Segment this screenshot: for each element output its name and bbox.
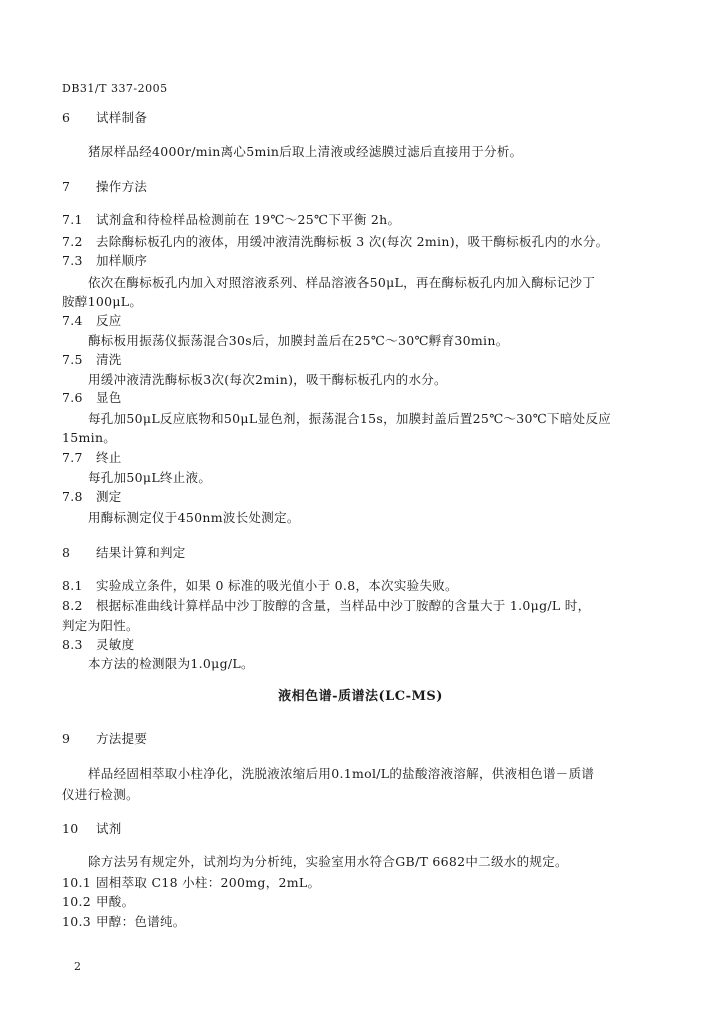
clause-number: 7.7 [62,450,83,465]
section-number: 7 [62,179,71,194]
method-title: 液相色谱-质谱法(LC-MS) [278,689,443,704]
clause-title: 清洗 [96,352,122,367]
clause-title: 测定 [96,489,122,504]
clause-title: 反应 [96,313,122,328]
clause-7-2 [62,234,608,250]
section-10-heading [62,821,122,837]
clause-8-2-line2: 判定为阳性。 [62,618,139,633]
section-9-line1: 样品经固相萃取小柱净化，洗脱液浓缩后用0.1mol/L的盐酸溶液溶解，供液相色谱－质谱 [88,766,595,781]
clause-number: 10.3 [62,914,92,929]
section-title: 方法提要 [96,731,148,746]
clause-number: 7.3 [62,253,83,268]
standard-code: DB31/T 337-2005 [62,82,168,95]
clause-text: 固相萃取 C18 小柱：200mg，2mL。 [96,875,321,890]
clause-number: 7.4 [62,313,83,328]
clause-number: 8.2 [62,598,83,613]
clause-7-3-line2: 胺醇100μL。 [62,294,143,309]
clause-title: 加样顺序 [96,253,148,268]
clause-title: 终止 [96,450,122,465]
clause-7-5-text: 用缓冲液清洗酶标板3次(每次2min)，吸干酶标板孔内的水分。 [88,372,447,387]
clause-8-1 [62,578,458,594]
clause-8-2 [62,598,590,614]
clause-10-3 [62,914,186,930]
clause-number: 7.2 [62,234,83,249]
clause-8-3-text: 本方法的检测限为1.0μg/L。 [88,656,254,671]
section-title: 操作方法 [96,179,148,194]
section-number: 8 [62,545,71,560]
clause-text: 甲醇：色谱纯。 [96,914,186,929]
clause-7-5 [62,352,122,368]
section-9-heading [62,731,147,747]
clause-title: 显色 [96,390,122,405]
section-title: 试剂 [96,821,122,836]
clause-7-7 [62,450,122,466]
clause-8-3 [62,637,134,653]
clause-number: 7.8 [62,489,83,504]
clause-7-4-text: 酶标板用振荡仪振荡混合30s后，加膜封盖后在25℃～30℃孵育30min。 [88,333,509,348]
paragraph: 猪尿样品经4000r/min离心5min后取上清液或经滤膜过滤后直接用于分析。 [88,144,523,159]
section-title: 试样制备 [96,110,148,125]
clause-10-2 [62,894,134,910]
clause-number: 7.1 [62,212,83,227]
clause-number: 7.6 [62,390,83,405]
section-10-paragraph: 除方法另有规定外，试剂均为分析纯，实验室用水符合GB/T 6682中二级水的规定。 [88,854,568,869]
section-6-heading [62,110,147,126]
clause-7-3 [62,253,147,269]
clause-number: 10.2 [62,894,92,909]
clause-text: 甲酸。 [96,894,135,909]
clause-number: 8.3 [62,637,83,652]
clause-7-6-line1: 每孔加50μL反应底物和50μL显色剂，振荡混合15s，加膜封盖后置25℃～30℃下暗处反应 [88,411,612,426]
clause-7-7-text: 每孔加50μL终止液。 [88,470,212,485]
section-title: 结果计算和判定 [96,545,186,560]
clause-7-8-text: 用酶标测定仪于450nm波长处测定。 [88,510,300,525]
clause-10-1 [62,875,320,891]
section-number: 6 [62,110,71,125]
clause-7-6 [62,390,122,406]
page-number: 2 [74,960,82,973]
clause-7-6-line2: 15min。 [62,430,117,445]
clause-number: 10.1 [62,875,92,890]
clause-text: 根据标准曲线计算样品中沙丁胺醇的含量，当样品中沙丁胺醇的含量大于 1.0μg/L 时， [96,598,591,613]
section-7-heading [62,179,147,195]
clause-number: 8.1 [62,578,83,593]
section-number: 10 [62,821,79,836]
section-9-line2: 仪进行检测。 [62,787,139,802]
clause-7-8 [62,489,122,505]
clause-text: 去除酶标板孔内的液体，用缓冲液清洗酶标板 3 次(每次 2min)，吸干酶标板孔内的水分。 [96,234,609,249]
section-8-heading [62,545,186,561]
clause-number: 7.5 [62,352,83,367]
clause-title: 灵敏度 [96,637,135,652]
clause-7-3-line1: 依次在酶标板孔内加入对照溶液系列、样品溶液各50μL，再在酶标板孔内加入酶标记沙丁 [88,275,596,290]
clause-7-1 [62,212,400,228]
clause-text: 试剂盒和待检样品检测前在 19℃～25℃下平衡 2h。 [96,212,401,227]
clause-text: 实验成立条件，如果 0 标准的吸光值小于 0.8，本次实验失败。 [96,578,458,593]
section-number: 9 [62,731,71,746]
clause-7-4 [62,313,122,329]
